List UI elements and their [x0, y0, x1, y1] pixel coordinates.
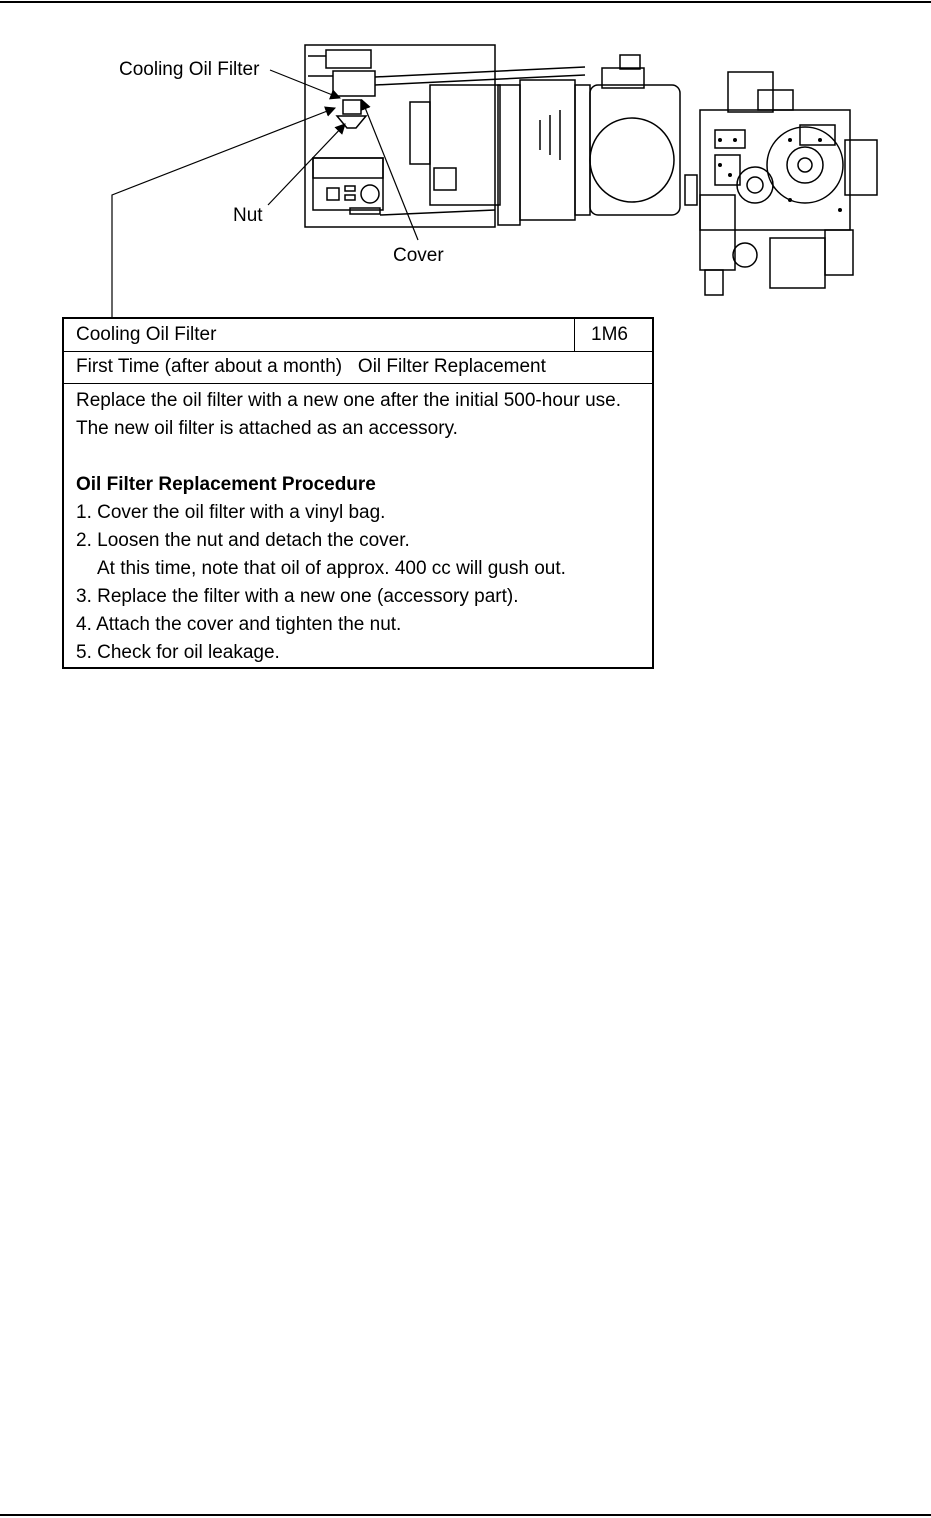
- filter-bowl: [337, 116, 366, 128]
- procedure-heading: Oil Filter Replacement Procedure: [76, 474, 376, 495]
- procedure-step: 2. Loosen the nut and detach the cover.: [76, 530, 410, 551]
- procedure-note: At this time, note that oil of approx. 400 cc will gush out.: [97, 558, 566, 579]
- procedure-step: 1. Cover the oil filter with a vinyl bag.: [76, 502, 386, 523]
- procedure-step: 3. Replace the filter with a new one (accessory part).: [76, 586, 519, 607]
- info-title: Cooling Oil Filter: [76, 324, 217, 345]
- nut-label: Nut: [233, 205, 263, 226]
- info-code: 1M6: [591, 324, 628, 345]
- procedure-step: 5. Check for oil leakage.: [76, 642, 280, 663]
- intro-line: The new oil filter is attached as an accessory.: [76, 418, 458, 439]
- turret-main-disc: [767, 127, 843, 203]
- maintenance-info-box: [62, 317, 654, 669]
- intro-line: Replace the oil filter with a new one after the initial 500-hour use.: [76, 390, 621, 411]
- spindle-housing: [520, 80, 575, 220]
- info-subtitle: First Time (after about a month) Oil Filter Replacement: [76, 356, 546, 377]
- motor-block: [430, 85, 500, 205]
- footer-rule: [0, 1514, 931, 1516]
- spindle-circle: [590, 118, 674, 202]
- procedure-step: 4. Attach the cover and tighten the nut.: [76, 614, 402, 635]
- oil-filter-housing: [333, 71, 375, 96]
- top-pipe-block: [326, 50, 371, 68]
- spacer: [76, 443, 648, 471]
- info-subtitle-row: [64, 351, 652, 384]
- cover-label: Cover: [393, 245, 444, 266]
- info-body: [76, 387, 648, 667]
- code-cell: [574, 319, 655, 351]
- turret-frame: [700, 110, 850, 230]
- machine-diagram: [0, 0, 931, 320]
- nut-leader: [268, 124, 345, 205]
- cooling-oil-filter-label: Cooling Oil Filter: [119, 59, 260, 80]
- info-title-row: [64, 319, 652, 352]
- box-leader: [112, 108, 335, 318]
